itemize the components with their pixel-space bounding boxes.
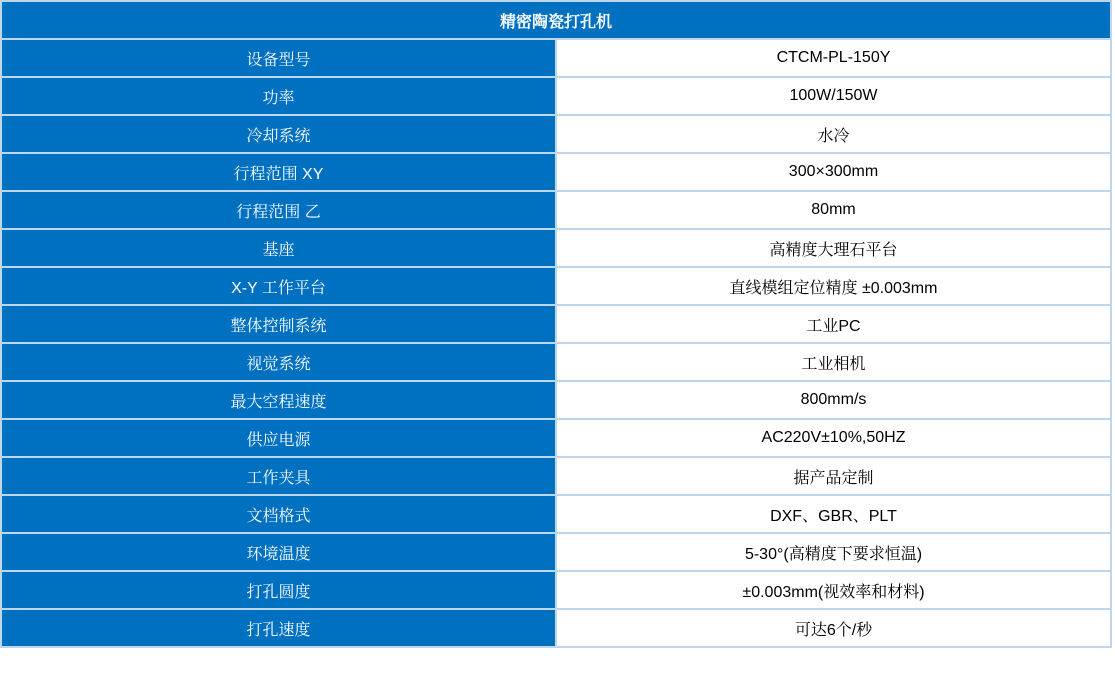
- spec-label: 环境温度: [1, 533, 556, 571]
- table-row: [1, 191, 1111, 229]
- spec-value: 80mm: [556, 191, 1111, 229]
- spec-value: 高精度大理石平台: [556, 229, 1111, 267]
- spec-label: 供应电源: [1, 419, 556, 457]
- spec-value: 工业相机: [556, 343, 1111, 381]
- table-row: [1, 115, 1111, 153]
- spec-label: 基座: [1, 229, 556, 267]
- spec-value: 800mm/s: [556, 381, 1111, 419]
- table-title: 精密陶瓷打孔机: [1, 1, 1111, 39]
- spec-value: 据产品定制: [556, 457, 1111, 495]
- spec-label: 最大空程速度: [1, 381, 556, 419]
- spec-label: 工作夹具: [1, 457, 556, 495]
- spec-value: CTCM-PL-150Y: [556, 39, 1111, 77]
- spec-label: 功率: [1, 77, 556, 115]
- spec-label: 文档格式: [1, 495, 556, 533]
- spec-value: 100W/150W: [556, 77, 1111, 115]
- table-row: [1, 533, 1111, 571]
- table-row: [1, 343, 1111, 381]
- table-row: [1, 457, 1111, 495]
- spec-label: 设备型号: [1, 39, 556, 77]
- table-row: [1, 495, 1111, 533]
- spec-value: 5-30°(高精度下要求恒温): [556, 533, 1111, 571]
- table-row: [1, 229, 1111, 267]
- table-row: [1, 267, 1111, 305]
- table-row: [1, 419, 1111, 457]
- spec-value: 水冷: [556, 115, 1111, 153]
- table-row: [1, 609, 1111, 647]
- title-row: [1, 1, 1111, 39]
- spec-value: ±0.003mm(视效率和材料): [556, 571, 1111, 609]
- table-row: [1, 77, 1111, 115]
- spec-value: 可达6个/秒: [556, 609, 1111, 647]
- spec-value: DXF、GBR、PLT: [556, 495, 1111, 533]
- spec-value: 直线模组定位精度 ±0.003mm: [556, 267, 1111, 305]
- spec-label: 冷却系统: [1, 115, 556, 153]
- table-row: [1, 571, 1111, 609]
- spec-label: 行程范围 乙: [1, 191, 556, 229]
- spec-value: 300×300mm: [556, 153, 1111, 191]
- table-row: [1, 381, 1111, 419]
- spec-label: 视觉系统: [1, 343, 556, 381]
- spec-label: X-Y 工作平台: [1, 267, 556, 305]
- spec-label: 整体控制系统: [1, 305, 556, 343]
- spec-label: 打孔圆度: [1, 571, 556, 609]
- spec-label: 打孔速度: [1, 609, 556, 647]
- table-row: [1, 305, 1111, 343]
- spec-label: 行程范围 XY: [1, 153, 556, 191]
- table-row: [1, 153, 1111, 191]
- spec-value: 工业PC: [556, 305, 1111, 343]
- spec-table-body: [1, 1, 1111, 647]
- spec-value: AC220V±10%,50HZ: [556, 419, 1111, 457]
- table-row: [1, 39, 1111, 77]
